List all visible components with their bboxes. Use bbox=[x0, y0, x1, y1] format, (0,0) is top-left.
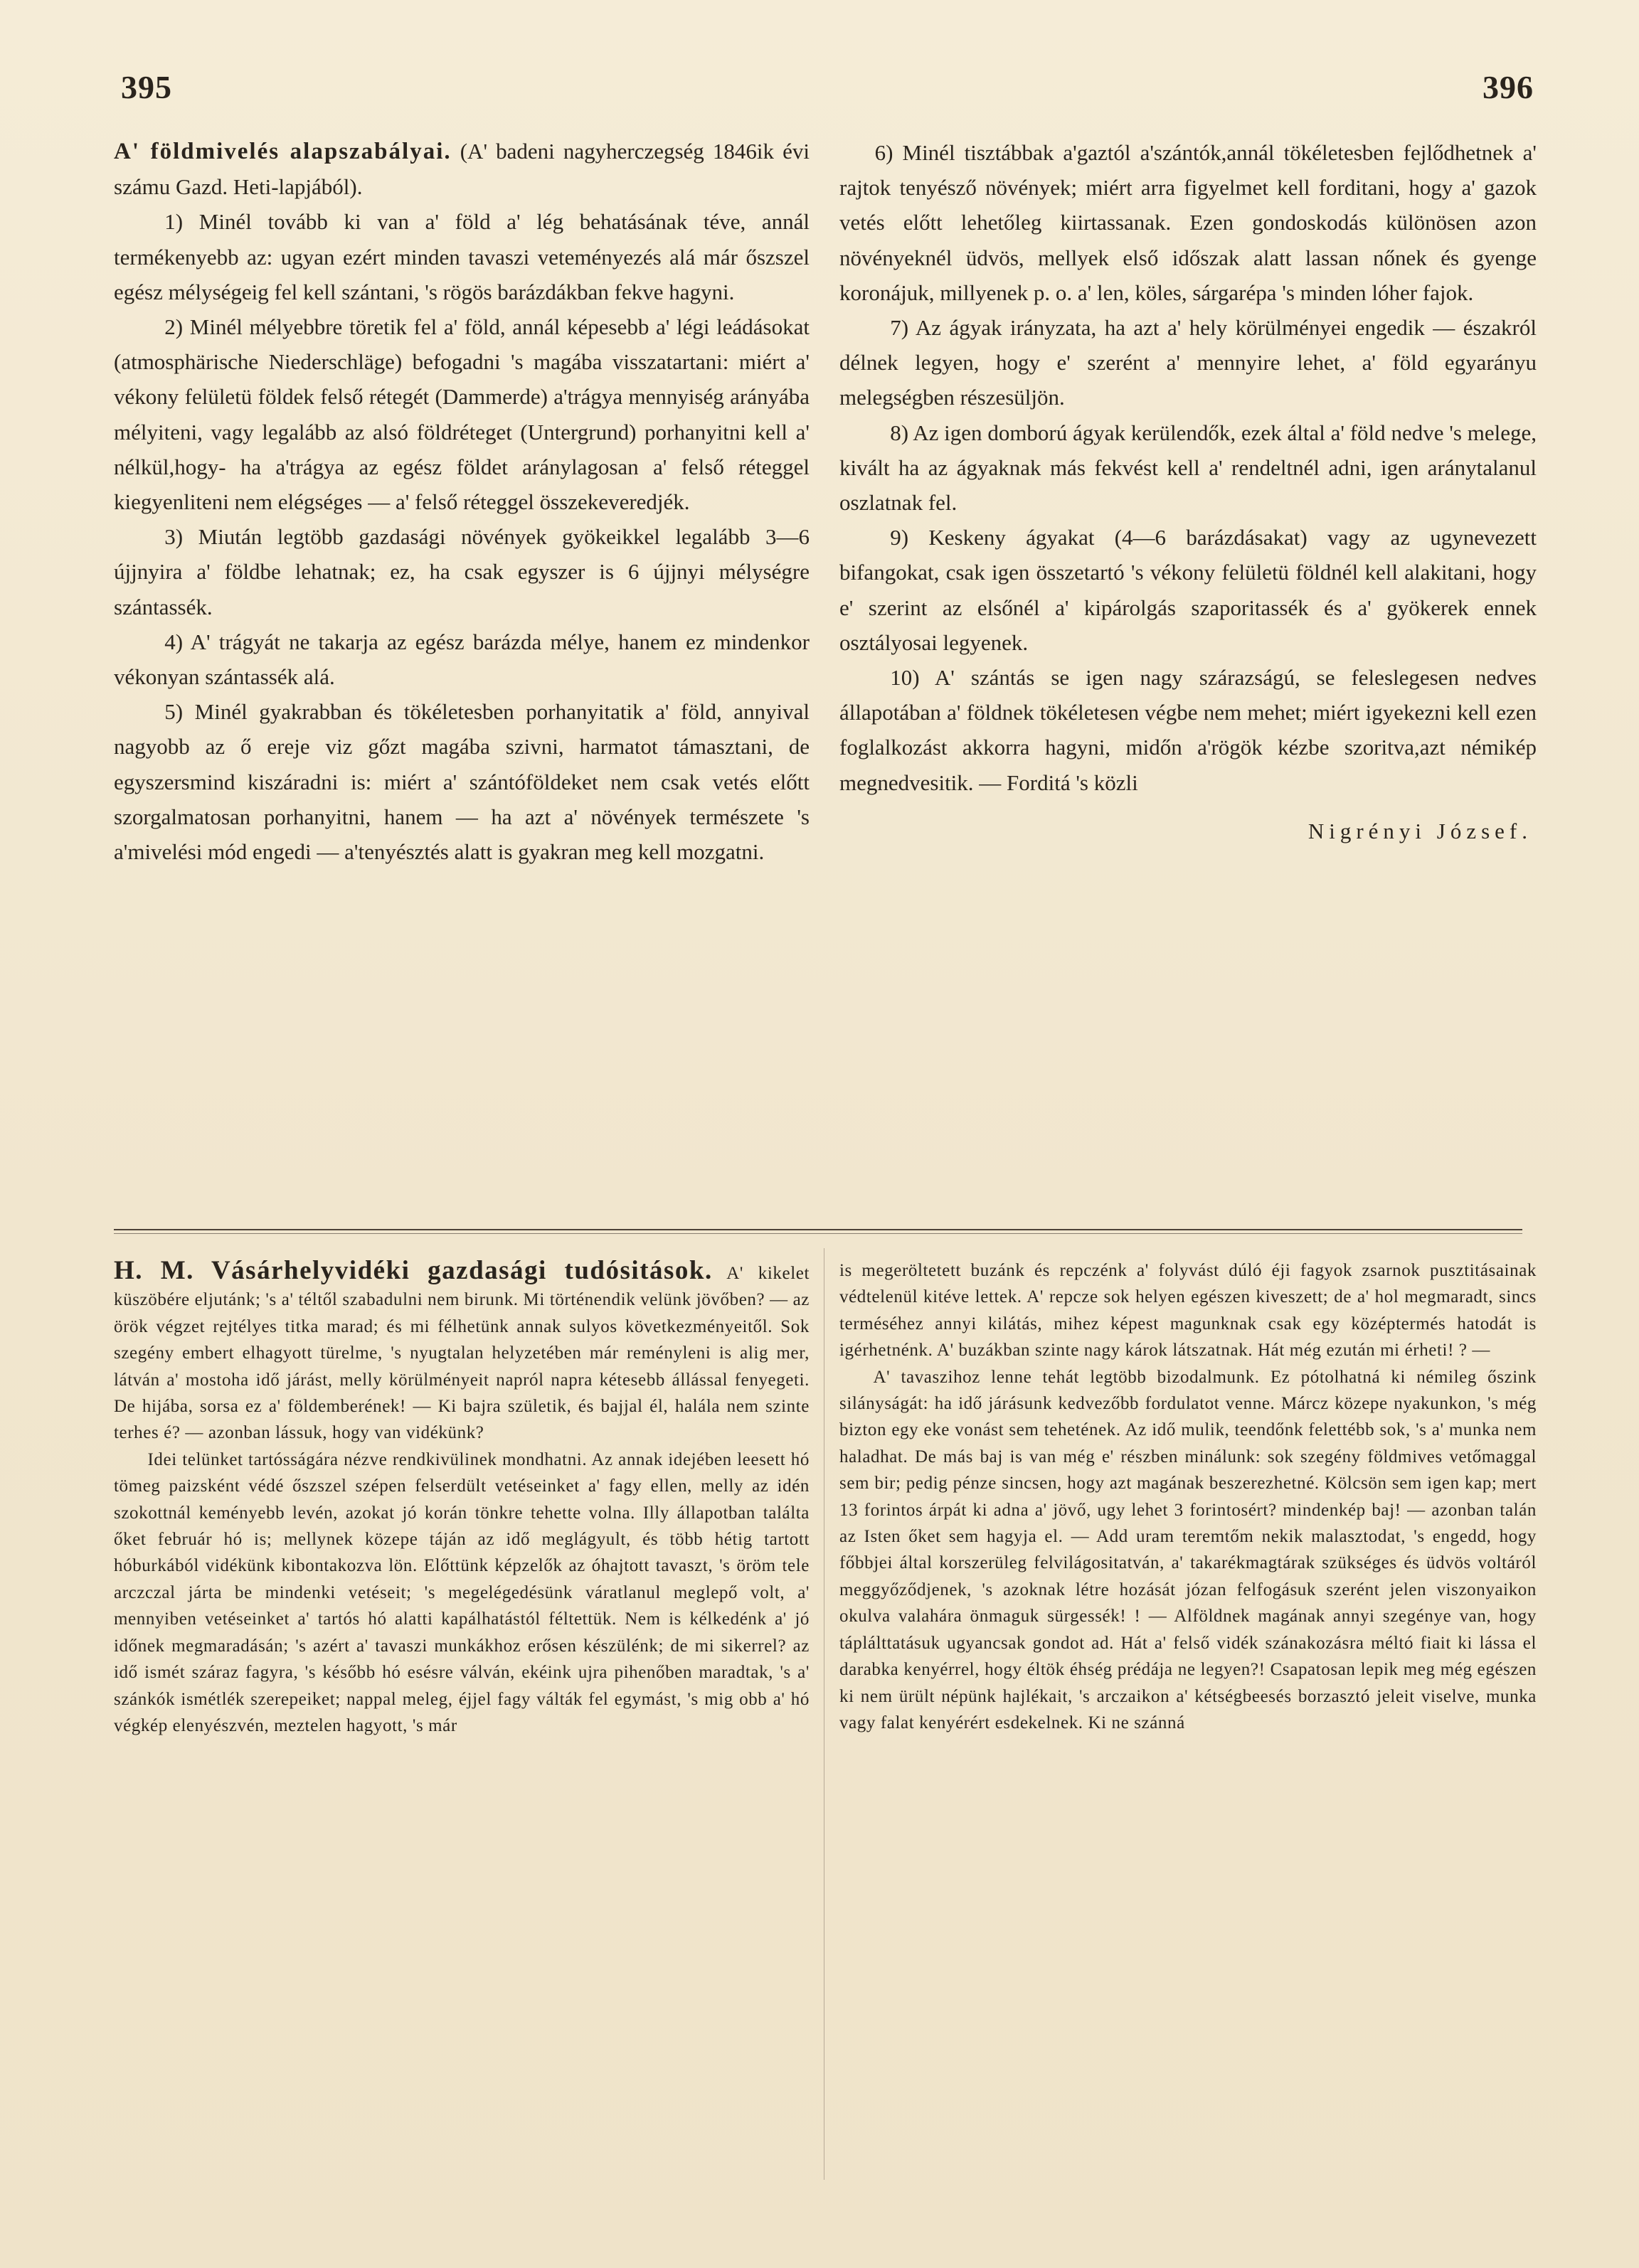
section-divider-thin bbox=[114, 1233, 1522, 1234]
bottom-right-column bbox=[839, 1257, 1537, 1736]
bottom-right-paragraph-1: is megeröltetett buzánk és repczénk a' folyvást dúló éji fagyok zsarnok pusztitásainak védtelenül kitéve lettek. A' repcze sok helyen egészen kiveszett; de a' hol megmaradt, sincs terméséhez annyi kilátás, mihez képest magunknak csak egy középtermés hatodát is igérhetnénk. A' buzákban szinte nagy károk látszatnak. Hát még ezután mi érheti! ? — bbox=[839, 1261, 1537, 1361]
paragraph-6: 6) Minél tisztábbak a'gaztól a'szántók,annál tökéletesben fejlődhetnek a' rajtok tenyésző növények; miért arra figyelmet kell forditani, hogy a' gazok vetés előtt lehetőleg kiirtassanak. Ezen gondoskodás különösen azon növényeknél üdvös, mellyek első időszak alatt lassan nőnek és gyenge koronájuk, millyenek p. o. a' len, köles, sárgarépa 's minden lóher fajok. bbox=[839, 140, 1537, 305]
top-article-title: A' földmivelés alapszabályai. bbox=[114, 139, 452, 164]
paragraph-4: 4) A' trágyát ne takarja az egész barázda mélye, hanem ez mindenkor vékonyan szántassék alá. bbox=[114, 629, 810, 690]
paragraph-3: 3) Miután legtöbb gazdasági növények gyökeikkel legalább 3—6 újjnyira a' földbe lehatnak; ez, ha csak egyszer is 6 újjnyi mélységre szántassék. bbox=[114, 524, 810, 619]
bottom-left-paragraph-1: Idei telünket tartósságára nézve rendkivülinek mondhatni. Az annak idejében leesett hó tömeg paizsként védé őszszel szépen felserdült vetéseinket a' fagy ellen, melly az idén szokottnál keményebb levén, azokat jó korán tönkre tehette volna. Illy állapotban találta őket február hó is; mellynek közepe táján az idő meglágyult, és több hétig tartott hóburkából vidékünk kibontakozva lön. Előttünk képzelők az óhajtott tavaszt, 's öröm tele arczczal járta be mindenki vetéseit; 's megelégedésünk váratlanul meglepő volt, a' mennyiben vetéseinket a' tartós hó alatti kapálhatástól féltettük. Nem is kélkedénk a' jó időnek megmaradásán; 's azért a' tavaszi munkákhoz erősen készülénk; de mi sikerrel? az idő ismét száraz fagyra, 's később hó esésre válván, ekéink ujra pihenőben maradtak, 's a' szánkók ismétlék szerepeiket; nappal meleg, éjjel fagy válták fel egymást, 's mig obb a' hó végkép elenyészvén, meztelen hagyott, 's már bbox=[114, 1449, 810, 1735]
page-number-right: 396 bbox=[1482, 69, 1534, 105]
bottom-article-intro: A' kikelet küszöbére eljutánk; 's a' téltől szabadulni nem birunk. Mi történendik velünk jövőben? — az örök végzet rejtélyes titka marad; és mi félhetünk annak sulyos következményeitől. Sok szegény embert elhagyott türelme, 's nyugtalan helyzetében már reményleni is alig mer, látván a' mostoha idő járást, melly körülményeit napról napra kétesebb állással fenyegeti. De hijába, sorsa ez a' földemberének! — Ki bajra születik, és bajjal él, halála nem szinte terhes é? — azonban lássuk, hogy van vidékünk? bbox=[114, 1264, 810, 1443]
paragraph-1: 1) Minél tovább ki van a' föld a' lég behatásának téve, annál termékenyebb az: ugyan ezért minden tavaszi veteményezés alá már őszszel egész mélységeig fel kell szántani, 's rögös barázdákban fekve hagyni. bbox=[114, 209, 810, 304]
bottom-right-paragraph-2: A' tavaszihoz lenne tehát legtöbb bizodalmunk. Ez pótolhatná ki némileg őszink silányságát: ha idő járásunk kedvezőbb fordulatot venne. Márcz közepe nyakunkon, 's még bizton egy eke vonást sem tehetének. Az idő mulik, teendőnk felettébb sok, 's a' munka nem haladhat. De más baj is van még e' részben minálunk: sok szegény földmives vetőmaggal sem bir; pedig pénze sincsen, hogy azt magának beszerezhetné. Kölcsön sem igen kap; mert 13 forintos árpát ki adna a' jövő, ugy lehet 3 forintosért? mindenkép baj! — azonban talán az Isten őket sem hagyja el. — Add uram teremtőm nekik malasztodat, 's engedd, hogy főbbjei által korszerüleg felvilágositatván, a' takarékmagtárak szükséges és üdvös voltáról meggyőződjenek, 's azoknak létre hozását józan felfogásuk szerént jelen viszonyaikon okulva valahára önmaguk sürgessék! ! — Alföldnek magának annyi szegénye van, hogy táplálttatásuk ugyancsak gondot ad. Hát a' felső vidék szánakozásra méltó fiait ki lássa el darabka kenyérrel, hogy éltök éhség prédája ne legyen?! Csapatosan lepik meg még egészen ki nem ürült népünk hajlékait, 's arczaikon a' kétségbeesés borzasztó jeleit viselve, munka vagy falat kenyérért esdekelnek. Ki ne szánná bbox=[839, 1367, 1537, 1732]
paragraph-7: 7) Az ágyak irányzata, ha azt a' hely körülményei engedik — északról délnek legyen, hogy e' szerént a' mennyire lehet, a' föld egyarányu melegségben részesüljön. bbox=[839, 315, 1537, 410]
page-number-left: 395 bbox=[121, 69, 172, 105]
author-signature: Nigrényi József. bbox=[1308, 818, 1532, 843]
paragraph-2: 2) Minél mélyebbre töretik fel a' föld, annál képesebb a' légi leádásokat (atmosphärische Niederschläge) befogadni 's magába visszatartani: miért a' vékony felületü földek felső rétegét (Dammerde) a'trágya mennyiség arányába mélyiteni, vagy legalább az alsó földréteget (Untergrund) porhanyitni kell a' nélkül,hogy- ha a'trágya az egész földet aránylagosan a' felső réteggel kiegyenliteni nem elégséges — a' felső réteggel összekeveredjék. bbox=[114, 314, 810, 515]
paragraph-5: 5) Minél gyakrabban és tökéletesben porhanyitatik a' föld, annyival nagyobb az ő ereje viz gőzt magába szivni, harmatot támasztani, de egyszersmind kiszáradni is: miért a' szántóföldeket nem csak vetés előtt szorgalmatosan porhanyitni, hanem — ha azt a' növények természete 's a'mivelési mód engedi — a'tenyésztés alatt is gyakran meg kell mozgatni. bbox=[114, 699, 810, 865]
top-article-source-note: (A' badeni nagyherczegség 1846ik évi számu Gazd. Heti-lapjából). bbox=[114, 139, 810, 200]
paragraph-10: 10) A' szántás se igen nagy szárazságú, se feleslegesen nedves állapotában a' földnek tökéletesen végbe nem mehet; miért igyekezni kell ezen foglalkozást akkorra hagyni, midőn a'rögök kézbe szoritva,azt némikép megnedvesitik. — Forditá 's közli bbox=[839, 665, 1537, 795]
top-article-heading-paragraph bbox=[114, 134, 810, 204]
bottom-left-column bbox=[114, 1257, 810, 1739]
bottom-article-title: H. M. Vásárhelyvidéki gazdasági tudósitások. bbox=[114, 1256, 713, 1285]
top-left-column bbox=[114, 134, 810, 869]
top-right-column bbox=[839, 135, 1537, 844]
paragraph-8: 8) Az igen domború ágyak kerülendők, ezek által a' föld nedve 's melege, kivált ha az ágyaknak más fekvést kell a' rendeltnél adni, igen aránytalanul oszlatnak fel. bbox=[839, 420, 1537, 516]
bottom-article-heading-paragraph bbox=[114, 1257, 810, 1447]
paragraph-9: 9) Keskeny ágyakat (4—6 barázdásakat) vagy az ugynevezett bifangokat, csak igen összetartó 's vékony felületü földnél kell alakitani, hogy e' szerint az elsőnél a' kipárolgás szaporitassék és a' gyökerek ennek osztályosai legyenek. bbox=[839, 525, 1537, 655]
section-divider bbox=[114, 1229, 1522, 1230]
